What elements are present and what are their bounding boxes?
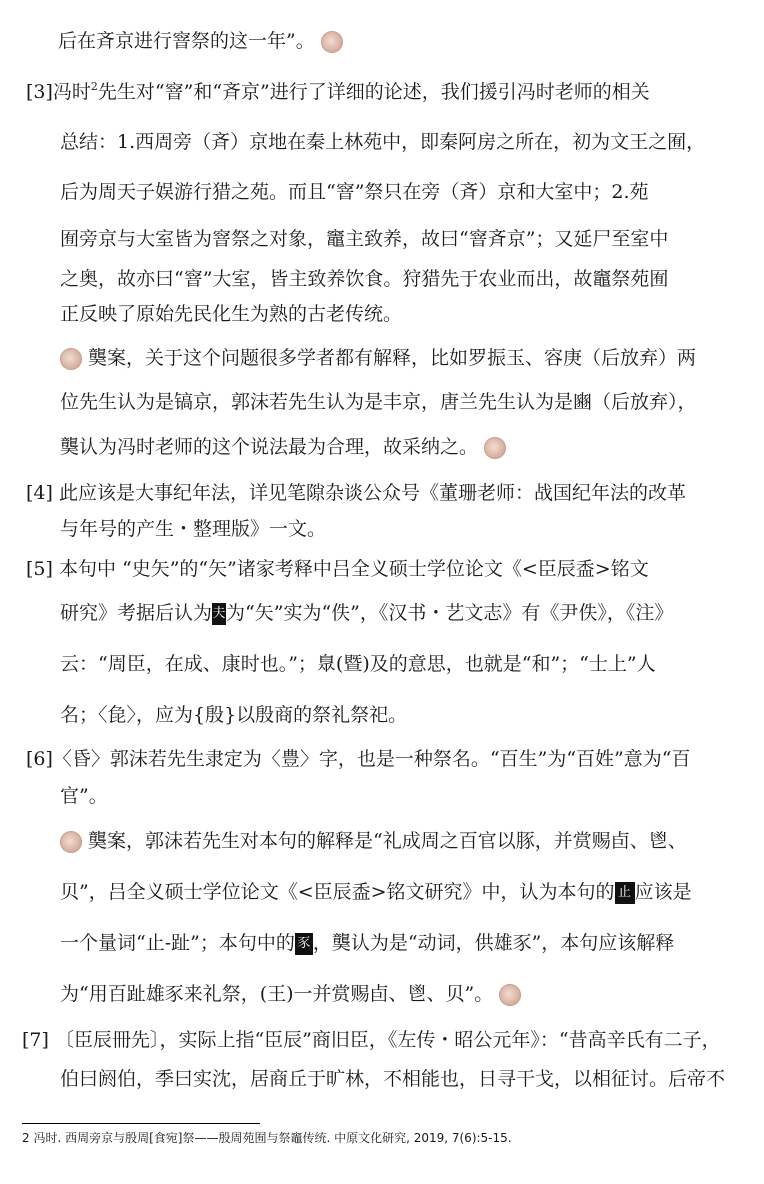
text-line: 研究》考据后认为夫为“矢”实为“佚”，《汉书・艺文志》有《尹佚》，《注》 bbox=[60, 602, 674, 624]
footnote-text: 2 冯时. 西周旁京与殷周[食宛]祭——殷周苑囿与祭竈传统. 中原文化研究, 2019, 7(6):5-15. bbox=[22, 1131, 512, 1145]
note-6-first-line: [6]〈昏〉郭沫若先生隶定为〈豊〉字，也是一种祭名。“百生”为“百姓”意为“百 bbox=[26, 748, 691, 770]
text-line: 名；〈㲋〉，应为{殷}以殷商的祭礼祭祀。 bbox=[60, 704, 408, 726]
text-line: 之奥，故亦曰“窨”大室，皆主致养饮食。狩猎先于农业而出，故竈祭苑囿 bbox=[60, 268, 669, 290]
seal-icon bbox=[499, 984, 521, 1006]
text-line: 官”。 bbox=[60, 785, 108, 807]
note-5-first-line: [5] 本句中 “史矢”的“矢”诸家考释中吕全义硕士学位论文《<臣辰盉>铭文 bbox=[26, 558, 649, 580]
text-line: 位先生认为是镐京，郭沫若先生认为是丰京，唐兰先生认为是豳（后放弃）， bbox=[60, 391, 697, 413]
seal-icon bbox=[60, 831, 82, 853]
inscription-glyph-image: 止 bbox=[615, 882, 635, 904]
text-line: 囿旁京与大室皆为窨祭之对象，竈主致养，故曰“窨斉京”；又延尸至室中 bbox=[60, 228, 669, 250]
text-line: 伯曰阏伯，季曰实沈，居商丘于旷林，不相能也，日寻干戈，以相征讨。后帝不 bbox=[60, 1068, 726, 1090]
text-line: 后在斉京进行窨祭的这一年”。 bbox=[58, 28, 343, 54]
footnote-ref[interactable]: 2 bbox=[90, 80, 98, 93]
text-line: 贝”，吕全义硕士学位论文《<臣辰盉>铭文研究》中，认为本句的 止 应该是 bbox=[60, 881, 692, 903]
commentary-line: 龑案，关于这个问题很多学者都有解释，比如罗振玉、容庚（后放弃）两 bbox=[60, 345, 696, 371]
text-line: 与年号的产生・整理版》一文。 bbox=[60, 518, 327, 540]
text-line: 龑认为冯时老师的这个说法最为合理，故采纳之。 bbox=[60, 434, 506, 460]
text-line: 为“用百趾雄豕来礼祭，(王)一并赏赐卣、鬯、贝”。 bbox=[60, 981, 521, 1007]
note-7-first-line: [7] 〔臣辰冊先〕，实际上指“臣辰”商旧臣，《左传・昭公元年》：“昔高辛氏有二子， bbox=[22, 1029, 721, 1051]
seal-icon bbox=[321, 31, 343, 53]
seal-icon bbox=[60, 348, 82, 370]
commentary-line: 龑案，郭沫若先生对本句的解释是“礼成周之百官以豚，并赏赐卣、鬯、 bbox=[60, 828, 687, 854]
text-line: 正反映了原始先民化生为熟的古老传统。 bbox=[60, 303, 403, 325]
note-4-first-line: [4] 此应该是大事纪年法，详见笔隙杂谈公众号《董珊老师：战国纪年法的改革 bbox=[26, 482, 686, 504]
text-line: 云：“周臣，在成、康时也。”；臮(暨)及的意思，也就是“和”；“士上”人 bbox=[60, 653, 656, 675]
text-line: 后为周天子娱游行猎之苑。而且“窨”祭只在旁（斉）京和大室中；2.苑 bbox=[60, 181, 649, 203]
text-line: 一个量词“止-趾”；本句中的 豕 ，龑认为是“动词，供雄豕”，本句应该解释 bbox=[60, 932, 675, 954]
inscription-glyph-image: 夫 bbox=[212, 603, 226, 625]
note-3-first-line: [3]冯时$^2$先生对“窨”和“斉京”进行了详细的论述，我们援引冯时老师的相关 bbox=[26, 80, 650, 103]
seal-icon bbox=[484, 437, 506, 459]
text-line: 总结：1.西周旁（斉）京地在秦上林苑中，即秦阿房之所在，初为文王之囿， bbox=[60, 131, 706, 153]
footnote-divider bbox=[22, 1123, 260, 1124]
inscription-glyph-image: 豕 bbox=[295, 933, 313, 955]
